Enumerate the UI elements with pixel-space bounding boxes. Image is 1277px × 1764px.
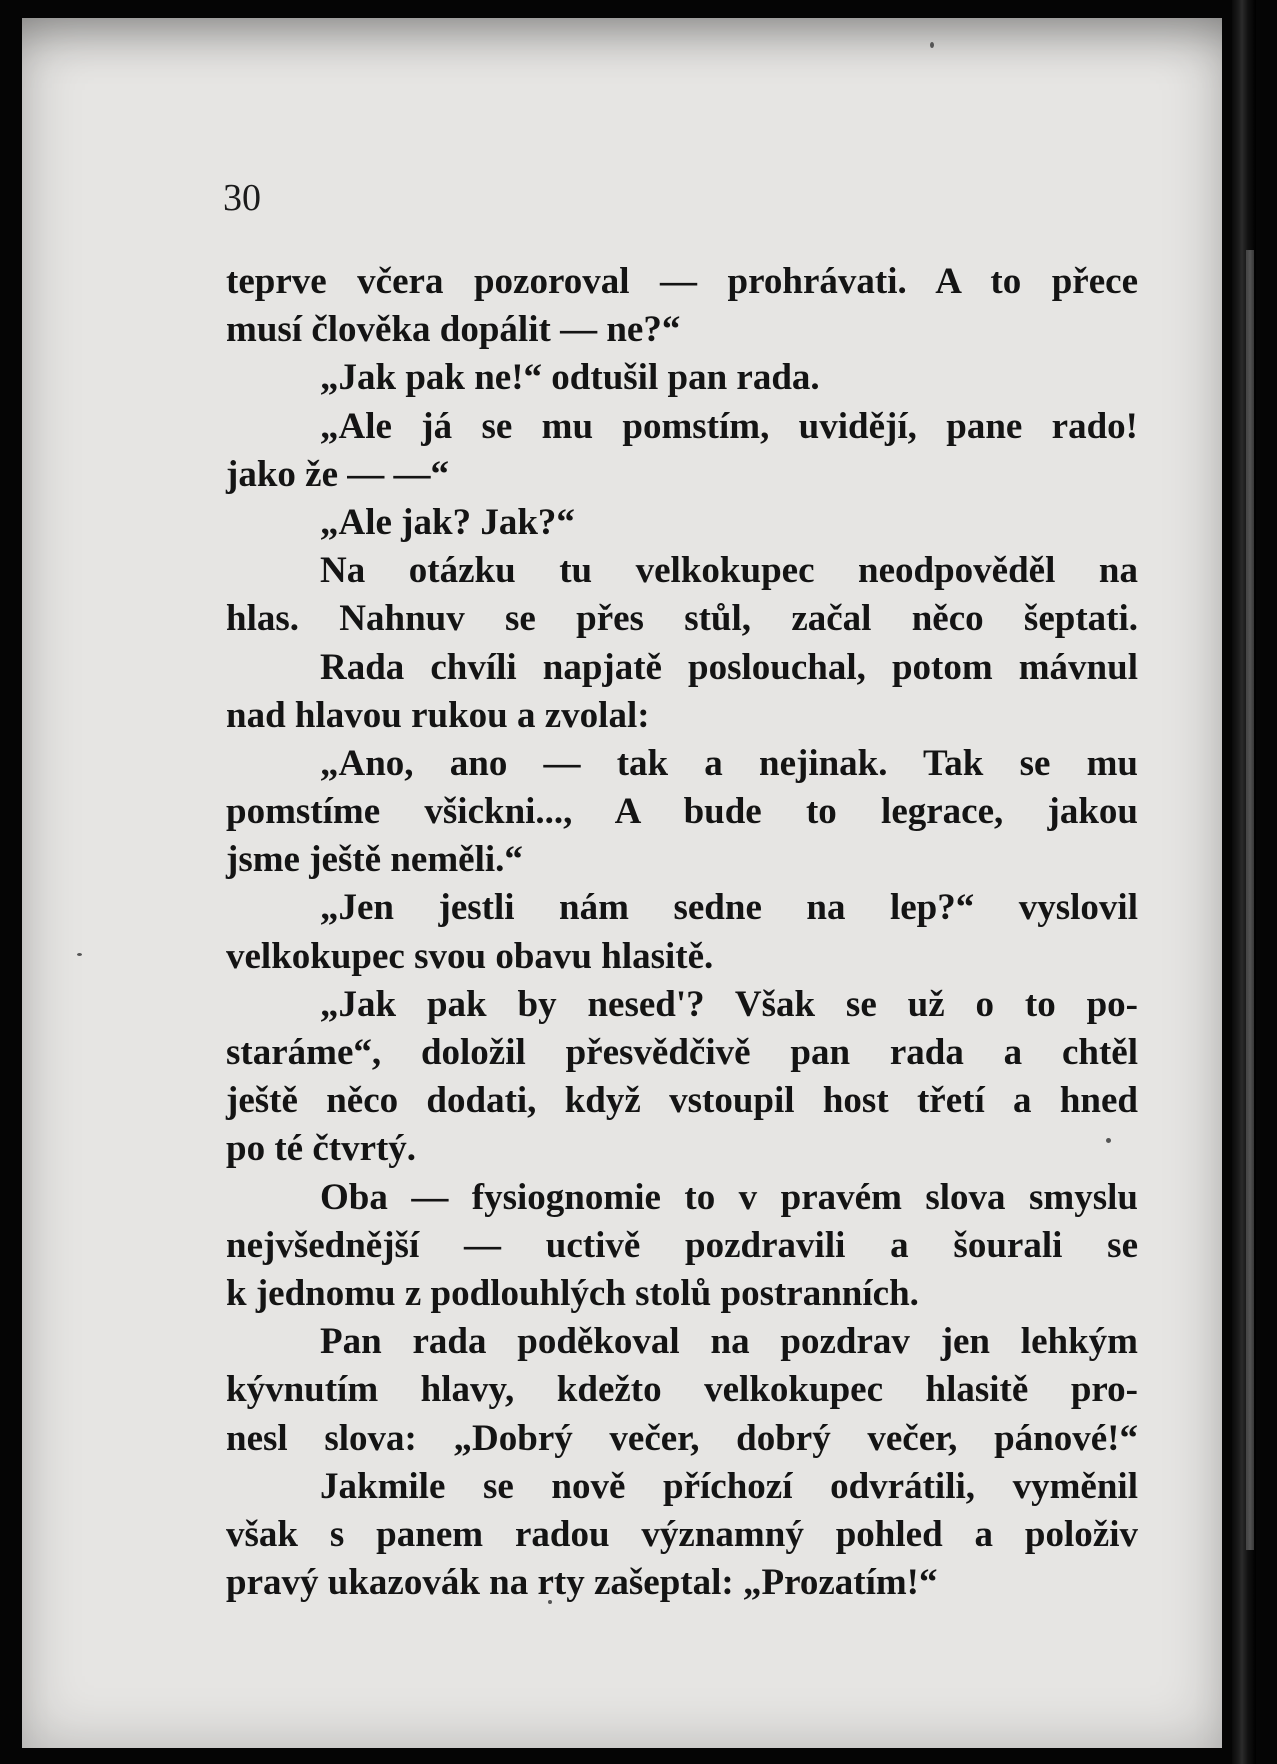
text-line: pomstíme všickni..., A bude to legrace, jakou (226, 791, 1138, 833)
text-line: nesl slova: „Dobrý večer, dobrý večer, pánové!“ (226, 1417, 1138, 1459)
text-line: staráme“, doložil přesvědčivě pan rada a chtěl (226, 1032, 1138, 1073)
text-line: pravý ukazovák na rty zašeptal: „Prozatím!“ (226, 1562, 938, 1604)
text-line: „Jak pak by nesed'? Však se už o to po- (320, 983, 1138, 1025)
text-line: hlas. Nahnuv se přes stůl, začal něco šeptati. (226, 598, 1138, 640)
text-line: Pan rada poděkoval na pozdrav jen lehkým (320, 1321, 1138, 1363)
print-speck (77, 953, 82, 956)
text-line: nejvšednější — uctivě pozdravili a šourali se (226, 1224, 1138, 1266)
text-line: velkokupec svou obavu hlasitě. (226, 935, 714, 977)
text-line: ještě něco dodati, když vstoupil host třetí a hned (226, 1080, 1138, 1122)
text-line: po té čtvrtý. (226, 1128, 417, 1170)
text-line: „Jen jestli nám sedne na lep?“ vyslovil (320, 887, 1138, 929)
text-line: jako že — —“ (226, 453, 449, 495)
body-text (226, 258, 1138, 1607)
text-line: k jednomu z podlouhlých stolů postranních. (226, 1272, 919, 1314)
text-line: „Ale jak? Jak?“ (320, 501, 575, 543)
text-line: teprve včera pozoroval — prohrávati. A to přece (226, 261, 1138, 302)
next-page-edge (1246, 250, 1254, 1550)
text-line: Na otázku tu velkokupec neodpověděl na (320, 550, 1138, 592)
text-line: Jakmile se nově příchozí odvrátili, vyměnil (320, 1465, 1138, 1507)
page-number: 30 (223, 177, 261, 219)
text-line: však s panem radou významný pohled a položiv (226, 1513, 1138, 1555)
text-line: kývnutím hlavy, kdežto velkokupec hlasitě pro- (226, 1369, 1138, 1411)
text-line: jsme ještě neměli.“ (226, 839, 523, 881)
text-line: nad hlavou rukou a zvolal: (226, 694, 650, 736)
text-line: „Ale já se mu pomstím, uvidějí, pane rado! (320, 405, 1138, 447)
text-line: „Jak pak ne!“ odtušil pan rada. (320, 357, 820, 399)
text-line: musí člověka dopálit — ne?“ (226, 309, 681, 351)
print-speck (930, 42, 934, 48)
text-line: Oba — fysiognomie to v pravém slova smyslu (320, 1176, 1138, 1218)
text-line: Rada chvíli napjatě poslouchal, potom mávnul (320, 646, 1138, 688)
text-line: „Ano, ano — tak a nejinak. Tak se mu (320, 742, 1138, 784)
